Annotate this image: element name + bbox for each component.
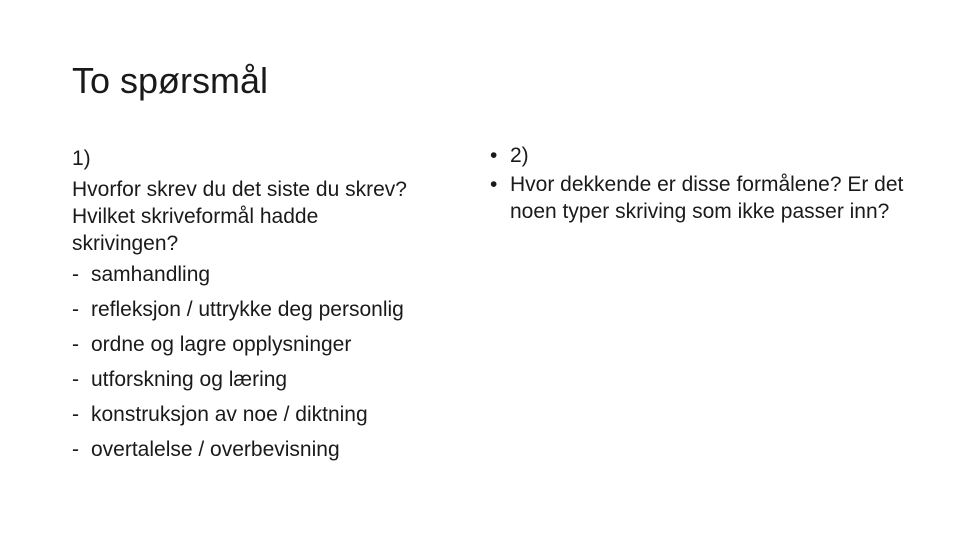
question-text-1 xyxy=(72,176,472,257)
dash-marker: - xyxy=(72,298,79,321)
dash-marker: - xyxy=(72,403,79,426)
question-text-2: Hvor dekkende er disse formålene? Er det noen typer skriving som ikke passer inn? xyxy=(510,173,904,223)
bullet-marker: • xyxy=(490,144,498,167)
list-item-text: ordne og lagre opplysninger xyxy=(91,333,352,356)
bullet-marker: • xyxy=(490,173,498,196)
list-item xyxy=(72,397,472,432)
dash-marker: - xyxy=(72,438,79,461)
purpose-list xyxy=(72,257,472,467)
right-column xyxy=(490,142,910,233)
slide-title: To spørsmål xyxy=(72,60,269,101)
bullet-item xyxy=(490,142,910,169)
bullet-item xyxy=(490,171,910,225)
question-number-1: 1) xyxy=(72,147,91,170)
question-2-list xyxy=(490,142,910,225)
list-item xyxy=(72,257,472,292)
list-item-text: overtalelse / overbevisning xyxy=(91,438,340,461)
dash-marker: - xyxy=(72,263,79,286)
list-item xyxy=(72,362,472,397)
list-item-text: konstruksjon av noe / diktning xyxy=(91,403,368,426)
question-line: skrivingen? xyxy=(72,232,179,255)
list-item xyxy=(72,432,472,467)
list-item-text: refleksjon / uttrykke deg personlig xyxy=(91,298,404,321)
left-column xyxy=(72,142,472,467)
list-item xyxy=(72,327,472,362)
question-number-2: 2) xyxy=(510,144,529,167)
dash-marker: - xyxy=(72,368,79,391)
list-item-text: utforskning og læring xyxy=(91,368,288,391)
question-line: Hvorfor skrev du det siste du skrev? xyxy=(72,178,407,201)
list-item xyxy=(72,292,472,327)
dash-marker: - xyxy=(72,333,79,356)
list-item-text: samhandling xyxy=(91,263,211,286)
question-line: Hvilket skriveformål hadde xyxy=(72,205,319,228)
